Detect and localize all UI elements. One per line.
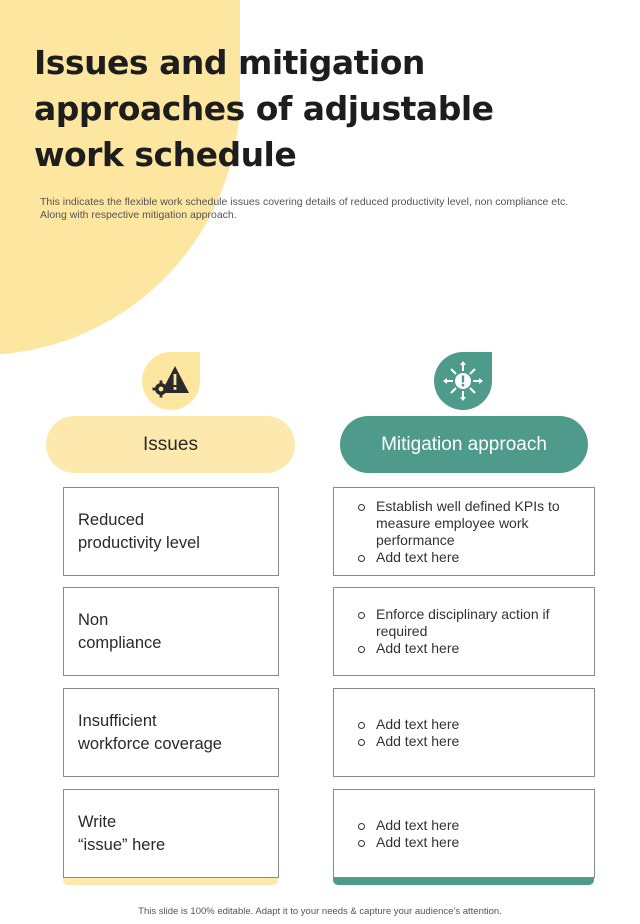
mitigation-bullet: Add text here bbox=[358, 716, 584, 733]
issue-text-line: productivity level bbox=[78, 533, 200, 552]
mitigation-box-1 bbox=[333, 487, 595, 576]
mitigation-bullet: Add text here bbox=[358, 549, 584, 566]
mitigation-box-3 bbox=[333, 688, 595, 777]
issue-text-line: workforce coverage bbox=[78, 734, 222, 753]
mitigation-column-accent bbox=[333, 877, 594, 885]
mitigation-header: Mitigation approach bbox=[340, 416, 588, 473]
page-title: Issues and mitigation approaches of adjustable work schedule bbox=[34, 43, 494, 174]
mitigation-bullet: Enforce disciplinary action if required bbox=[358, 606, 584, 640]
issue-text-line: Insufficient bbox=[78, 711, 157, 730]
mitigation-bullet: Add text here bbox=[358, 817, 584, 834]
mitigation-box-4 bbox=[333, 789, 595, 878]
mitigation-bullet: Establish well defined KPIs to measure employee work performance bbox=[358, 498, 584, 549]
issue-box-4 bbox=[63, 789, 279, 878]
issues-header: Issues bbox=[46, 416, 295, 473]
issue-text-line: Write bbox=[78, 812, 117, 831]
issue-box-2 bbox=[63, 587, 279, 676]
issues-column-accent bbox=[63, 877, 278, 885]
issue-box-1 bbox=[63, 487, 279, 576]
page-subtitle: This indicates the flexible work schedule issues covering details of reduced productivity level, non compliance etc. Along with respective mitigation approach. bbox=[40, 196, 569, 221]
mitigation-bullet: Add text here bbox=[358, 733, 584, 750]
footer-note: This slide is 100% editable. Adapt it to your needs & capture your audience’s attention. bbox=[138, 906, 502, 917]
alert-arrows-icon bbox=[434, 352, 492, 410]
gear-warning-icon bbox=[142, 352, 200, 410]
issue-text-line: compliance bbox=[78, 633, 162, 652]
mitigation-bullet: Add text here bbox=[358, 640, 584, 657]
issue-text-line: Non bbox=[78, 610, 109, 629]
issue-text-line: Reduced bbox=[78, 510, 145, 529]
issue-text-line: “issue” here bbox=[78, 835, 166, 854]
issue-box-3 bbox=[63, 688, 279, 777]
mitigation-box-2 bbox=[333, 587, 595, 676]
mitigation-bullet: Add text here bbox=[358, 834, 584, 851]
